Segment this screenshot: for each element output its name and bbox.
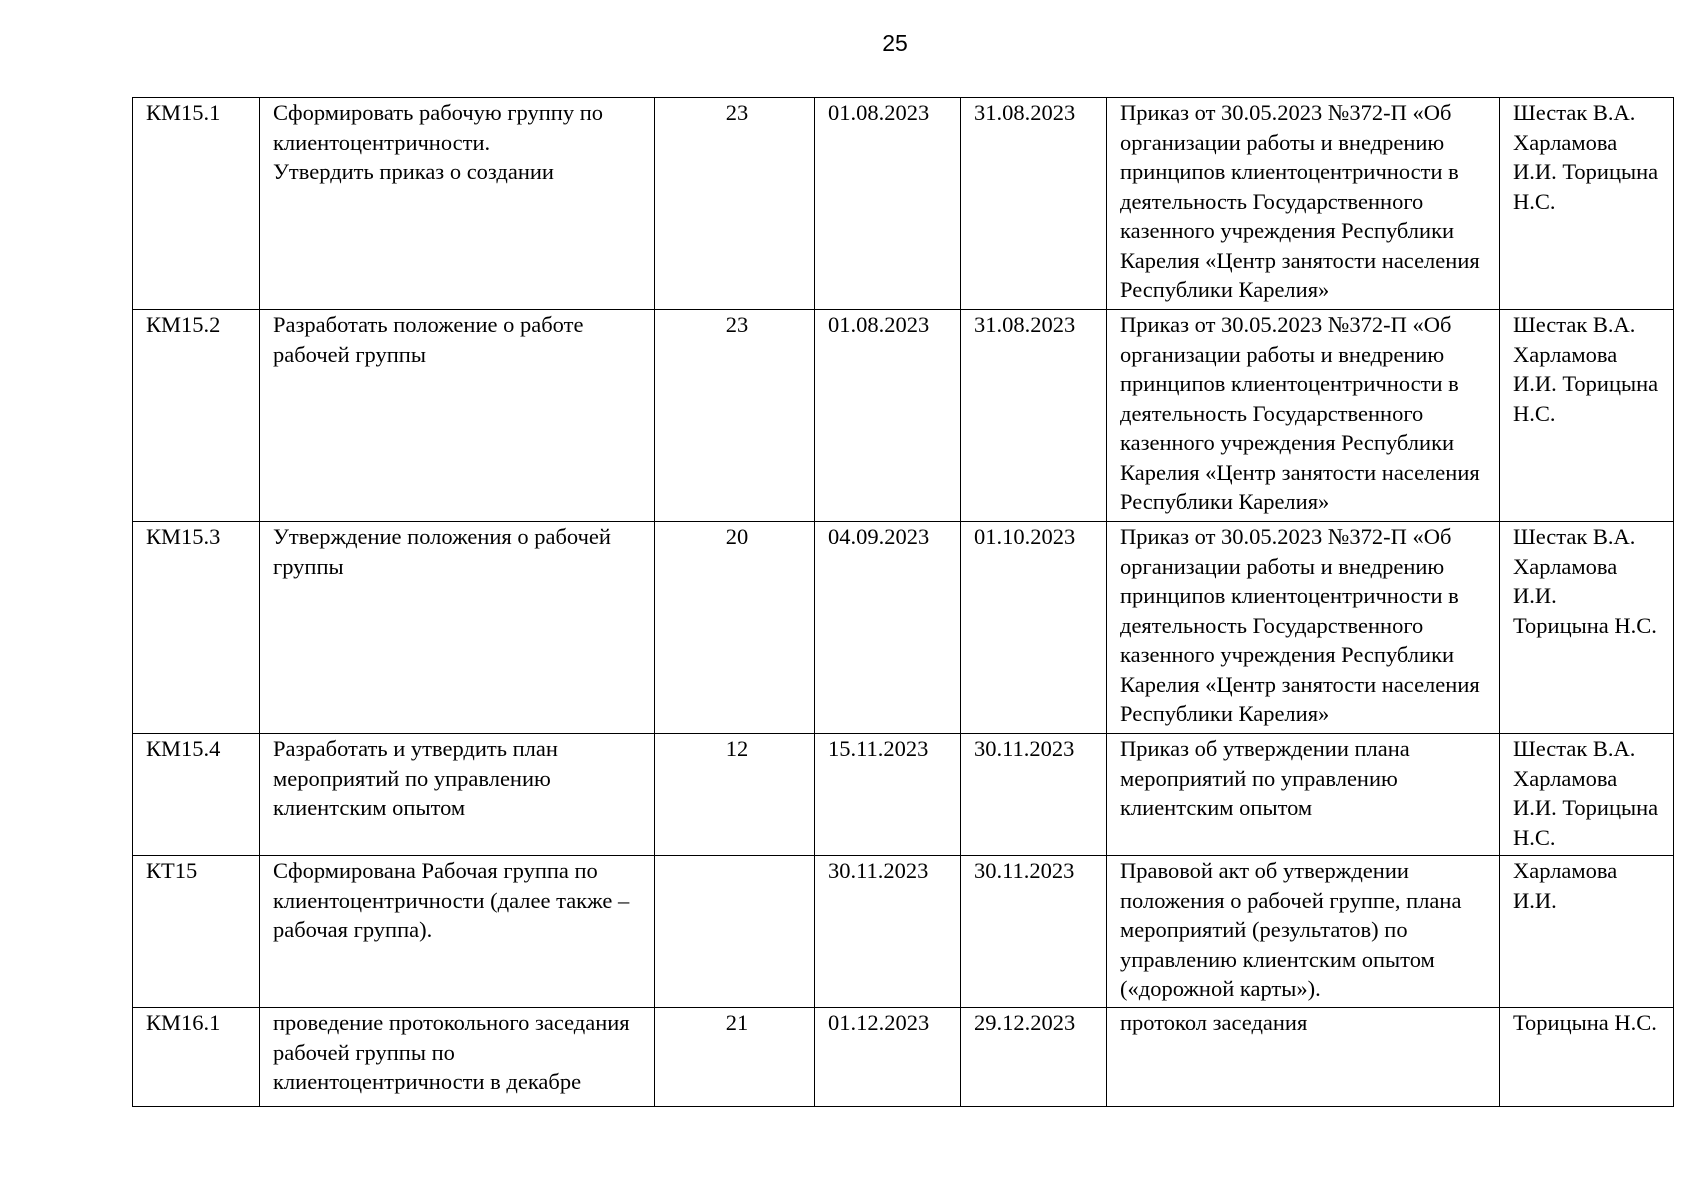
row-end-date: 01.10.2023: [961, 522, 1107, 734]
row-task: Утверждение положения о рабочей группы: [260, 522, 655, 734]
row-end-date: 31.08.2023: [961, 98, 1107, 310]
table-row: [133, 856, 1674, 1008]
row-start-date: 01.12.2023: [815, 1008, 961, 1107]
row-code: КМ15.3: [133, 522, 260, 734]
row-responsible: Шестак В.А. Харламова И.И. Торицына Н.С.: [1500, 522, 1674, 734]
row-task: Сформировать рабочую группу по клиентоцентричности. Утвердить приказ о создании: [260, 98, 655, 310]
row-task: проведение протокольного заседания рабочей группы по клиентоцентричности в декабре: [260, 1008, 655, 1107]
row-code: КМ15.2: [133, 310, 260, 522]
row-days: 12: [655, 734, 815, 856]
row-code: КМ16.1: [133, 1008, 260, 1107]
row-end-date: 29.12.2023: [961, 1008, 1107, 1107]
row-document: Приказ об утверждении плана мероприятий по управлению клиентским опытом: [1107, 734, 1500, 856]
row-days: 21: [655, 1008, 815, 1107]
row-document: Правовой акт об утверждении положения о рабочей группе, плана мероприятий (результатов) по управлению клиентским опытом («дорожной карты»).: [1107, 856, 1500, 1008]
row-document: протокол заседания: [1107, 1008, 1500, 1107]
row-task: Сформирована Рабочая группа по клиентоцентричности (далее также – рабочая группа).: [260, 856, 655, 1008]
row-end-date: 30.11.2023: [961, 856, 1107, 1008]
table-row: [133, 1008, 1674, 1107]
row-days: 20: [655, 522, 815, 734]
row-start-date: 01.08.2023: [815, 98, 961, 310]
row-responsible: Харламова И.И.: [1500, 856, 1674, 1008]
row-code: КМ15.4: [133, 734, 260, 856]
row-days: 23: [655, 310, 815, 522]
row-task: Разработать положение о работе рабочей группы: [260, 310, 655, 522]
table-row: [133, 522, 1674, 734]
row-start-date: 04.09.2023: [815, 522, 961, 734]
row-end-date: 30.11.2023: [961, 734, 1107, 856]
row-responsible: Торицына Н.С.: [1500, 1008, 1674, 1107]
row-code: КТ15: [133, 856, 260, 1008]
table-row: [133, 98, 1674, 310]
plan-table: [132, 97, 1674, 1107]
row-days: 23: [655, 98, 815, 310]
row-start-date: 01.08.2023: [815, 310, 961, 522]
row-days: [655, 856, 815, 1008]
table-row: [133, 734, 1674, 856]
page-number: 25: [882, 30, 908, 56]
row-document: Приказ от 30.05.2023 №372-П «Об организации работы и внедрению принципов клиентоцентричности в деятельность Государственного казенного учреждения Республики Карелия «Центр занятости населения Республики Карелия»: [1107, 310, 1500, 522]
row-responsible: Шестак В.А. Харламова И.И. Торицына Н.С.: [1500, 734, 1674, 856]
table-row: [133, 310, 1674, 522]
row-start-date: 15.11.2023: [815, 734, 961, 856]
row-code: КМ15.1: [133, 98, 260, 310]
row-document: Приказ от 30.05.2023 №372-П «Об организации работы и внедрению принципов клиентоцентричности в деятельность Государственного казенного учреждения Республики Карелия «Центр занятости населения Республики Карелия»: [1107, 522, 1500, 734]
row-responsible: Шестак В.А. Харламова И.И. Торицына Н.С.: [1500, 310, 1674, 522]
row-end-date: 31.08.2023: [961, 310, 1107, 522]
row-document: Приказ от 30.05.2023 №372-П «Об организации работы и внедрению принципов клиентоцентричности в деятельность Государственного казенного учреждения Республики Карелия «Центр занятости населения Республики Карелия»: [1107, 98, 1500, 310]
row-task: Разработать и утвердить план мероприятий по управлению клиентским опытом: [260, 734, 655, 856]
row-start-date: 30.11.2023: [815, 856, 961, 1008]
row-responsible: Шестак В.А. Харламова И.И. Торицына Н.С.: [1500, 98, 1674, 310]
